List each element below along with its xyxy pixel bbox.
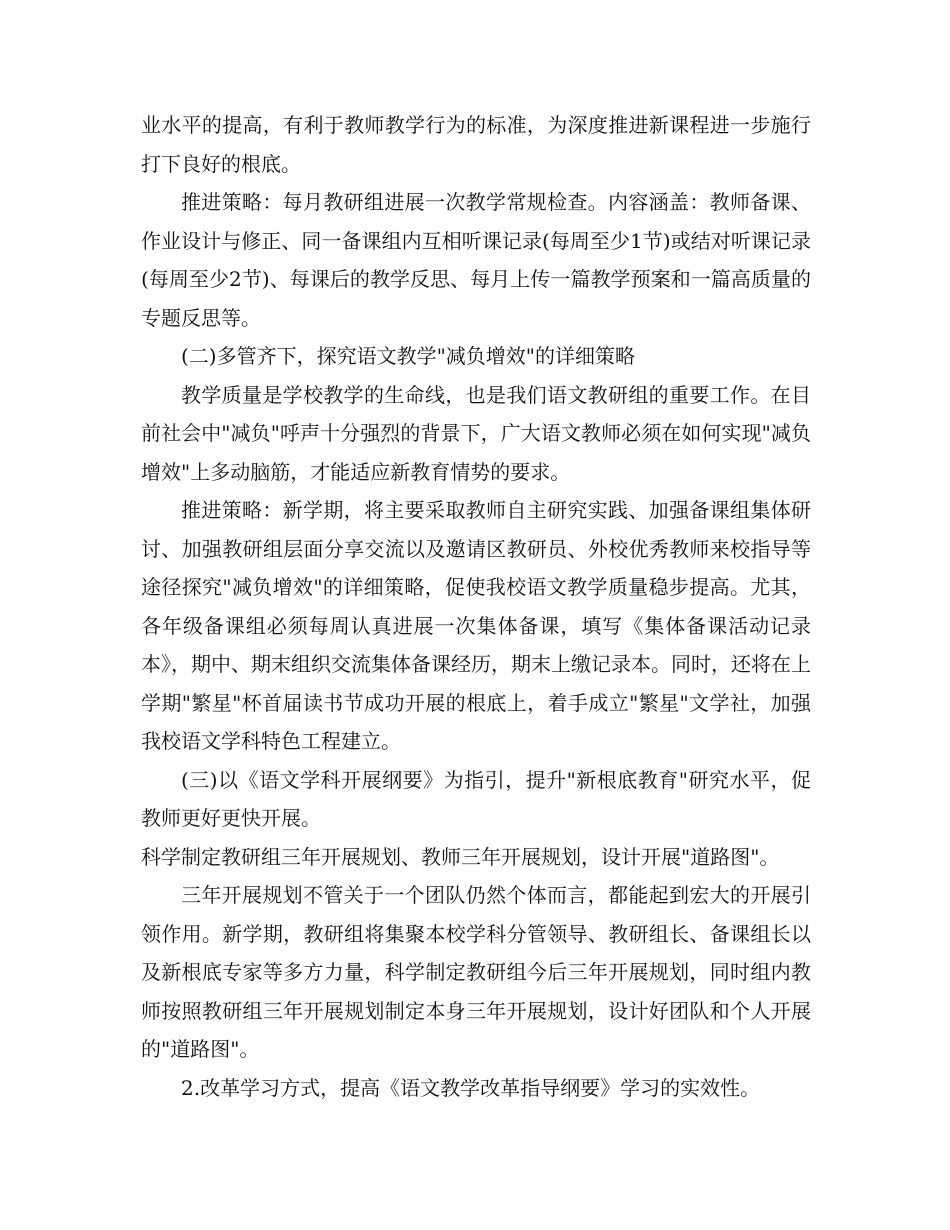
paragraph-three-year-plan-title: 科学制定教研组三年开展规划、教师三年开展规划，设计开展"道路图"。 (141, 844, 780, 869)
list-item-2: 2.改革学习方式，提高《语文教学改革指导纲要》学习的实效性。 (181, 1075, 761, 1100)
paragraph-three-year-plan: 三年开展规划不管关于一个团队仍然个体而言，都能起到宏大的开展引领作用。新学期，教研组将集聚本校学科分管领导、教研组长、备课组长以及新根底专家等多方力量，科学制定教研组今后三年开展规划，同时组内教师按照教研组三年开展规划制定本身三年开展规划，设计好团队和个人开展的"道路图"。 (141, 883, 811, 1061)
paragraph-strategy-routine-check: 推进策略：每月教研组进展一次教学常规检查。内容涵盖：教师备课、作业设计与修正、同一备课组内互相听课记录(每周至少1节)或结对听课记录(每周至少2节)、每课后的教学反思、每月上传一篇教学预案和一篇高质量的专题反思等。 (141, 190, 811, 330)
document-body (141, 106, 811, 1107)
paragraph-teaching-quality: 教学质量是学校教学的生命线，也是我们语文教研组的重要工作。在目前社会中"减负"呼声十分强烈的背景下，广大语文教师必须在如何实现"减负增效"上多动脑筋，才能适应新教育情势的要求。 (141, 382, 811, 484)
paragraph-continuation: 业水平的提高，有利于教师教学行为的标准，为深度推进新课程进一步施行打下良好的根底。 (141, 113, 811, 176)
section-heading-3: (三)以《语文学科开展纲要》为指引，提升"新根底教育"研究水平，促教师更好更快开展。 (141, 767, 811, 830)
section-heading-2: (二)多管齐下，探究语文教学"减负增效"的详细策略 (181, 344, 636, 368)
paragraph-strategy-new-term: 推进策略：新学期，将主要采取教师自主研究实践、加强备课组集体研讨、加强教研组层面分享交流以及邀请区教研员、外校优秀教师来校指导等途径探究"减负增效"的详细策略，促使我校语文教学质量稳步提高。尤其，各年级备课组必须每周认真进展一次集体备课，填写《集体备课活动记录本》，期中、期末组织交流集体备课经历，期末上缴记录本。同时，还将在上学期"繁星"杯首届读书节成功开展的根底上，着手成立"繁星"文学社，加强我校语文学科特色工程建立。 (141, 498, 811, 753)
